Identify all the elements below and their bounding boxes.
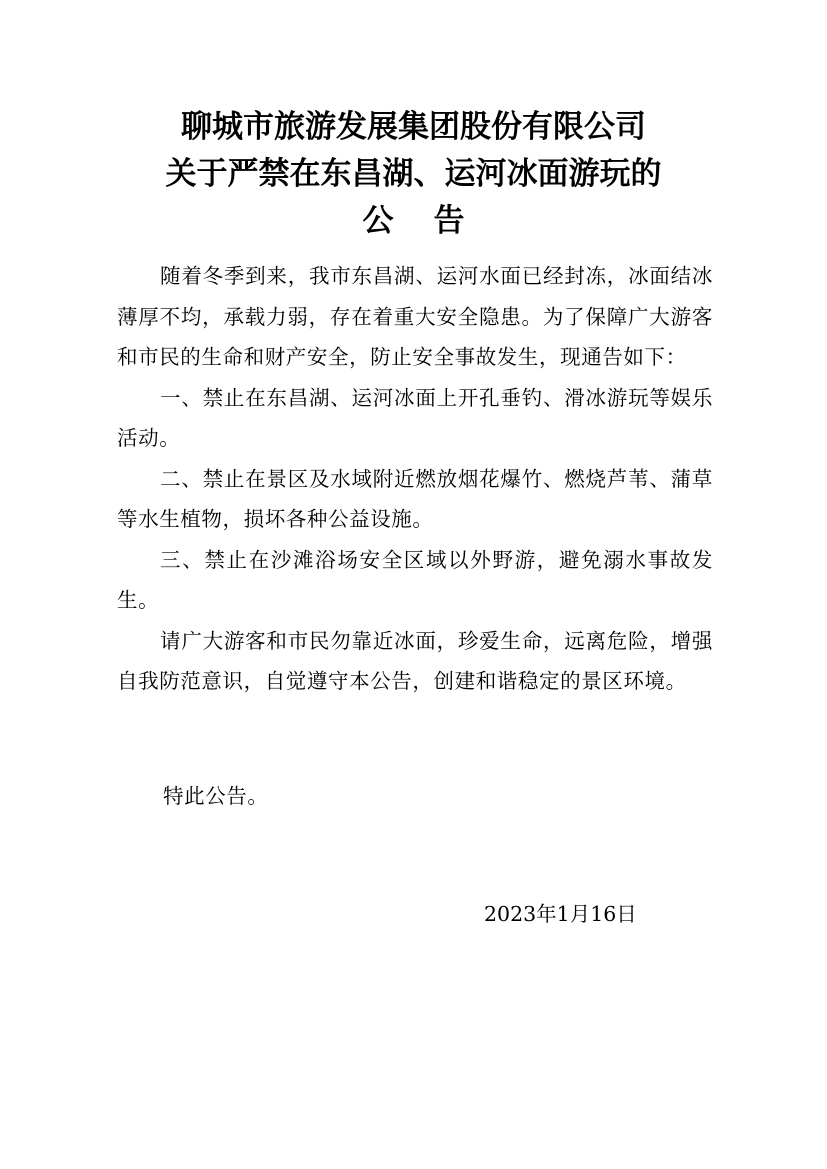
notice-title xyxy=(0,104,827,245)
intro-paragraph: 随着冬季到来，我市东昌湖、运河水面已经封冻，冰面结冰薄厚不均，承载力弱，存在着重大安全隐患。为了保障广大游客和市民的生命和财产安全，防止安全事故发生，现通告如下： xyxy=(117,264,713,369)
rule-paragraph-2: 二、禁止在景区及水域附近燃放烟花爆竹、燃烧芦苇、蒲草等水生植物，损坏各种公益设施。 xyxy=(117,466,713,531)
title-line-notice: 公告 xyxy=(362,203,505,239)
closing-line: 特此公告。 xyxy=(163,784,269,808)
rule-paragraph-1: 一、禁止在东昌湖、运河冰面上开孔垂钓、滑冰游玩等娱乐活动。 xyxy=(117,385,713,450)
title-line-company: 聊城市旅游发展集团股份有限公司 xyxy=(181,109,646,145)
rule-paragraph-3: 三、禁止在沙滩浴场安全区域以外野游，避免溺水事故发生。 xyxy=(117,547,713,612)
appeal-paragraph: 请广大游客和市民勿靠近冰面，珍爱生命，远离危险，增强自我防范意识，自觉遵守本公告，创建和谐稳定的景区环境。 xyxy=(117,628,713,693)
notice-date: 2023年1月16日 xyxy=(484,902,637,926)
title-line-subject: 关于严禁在东昌湖、运河冰面游玩的 xyxy=(165,156,662,192)
notice-body xyxy=(117,256,713,702)
